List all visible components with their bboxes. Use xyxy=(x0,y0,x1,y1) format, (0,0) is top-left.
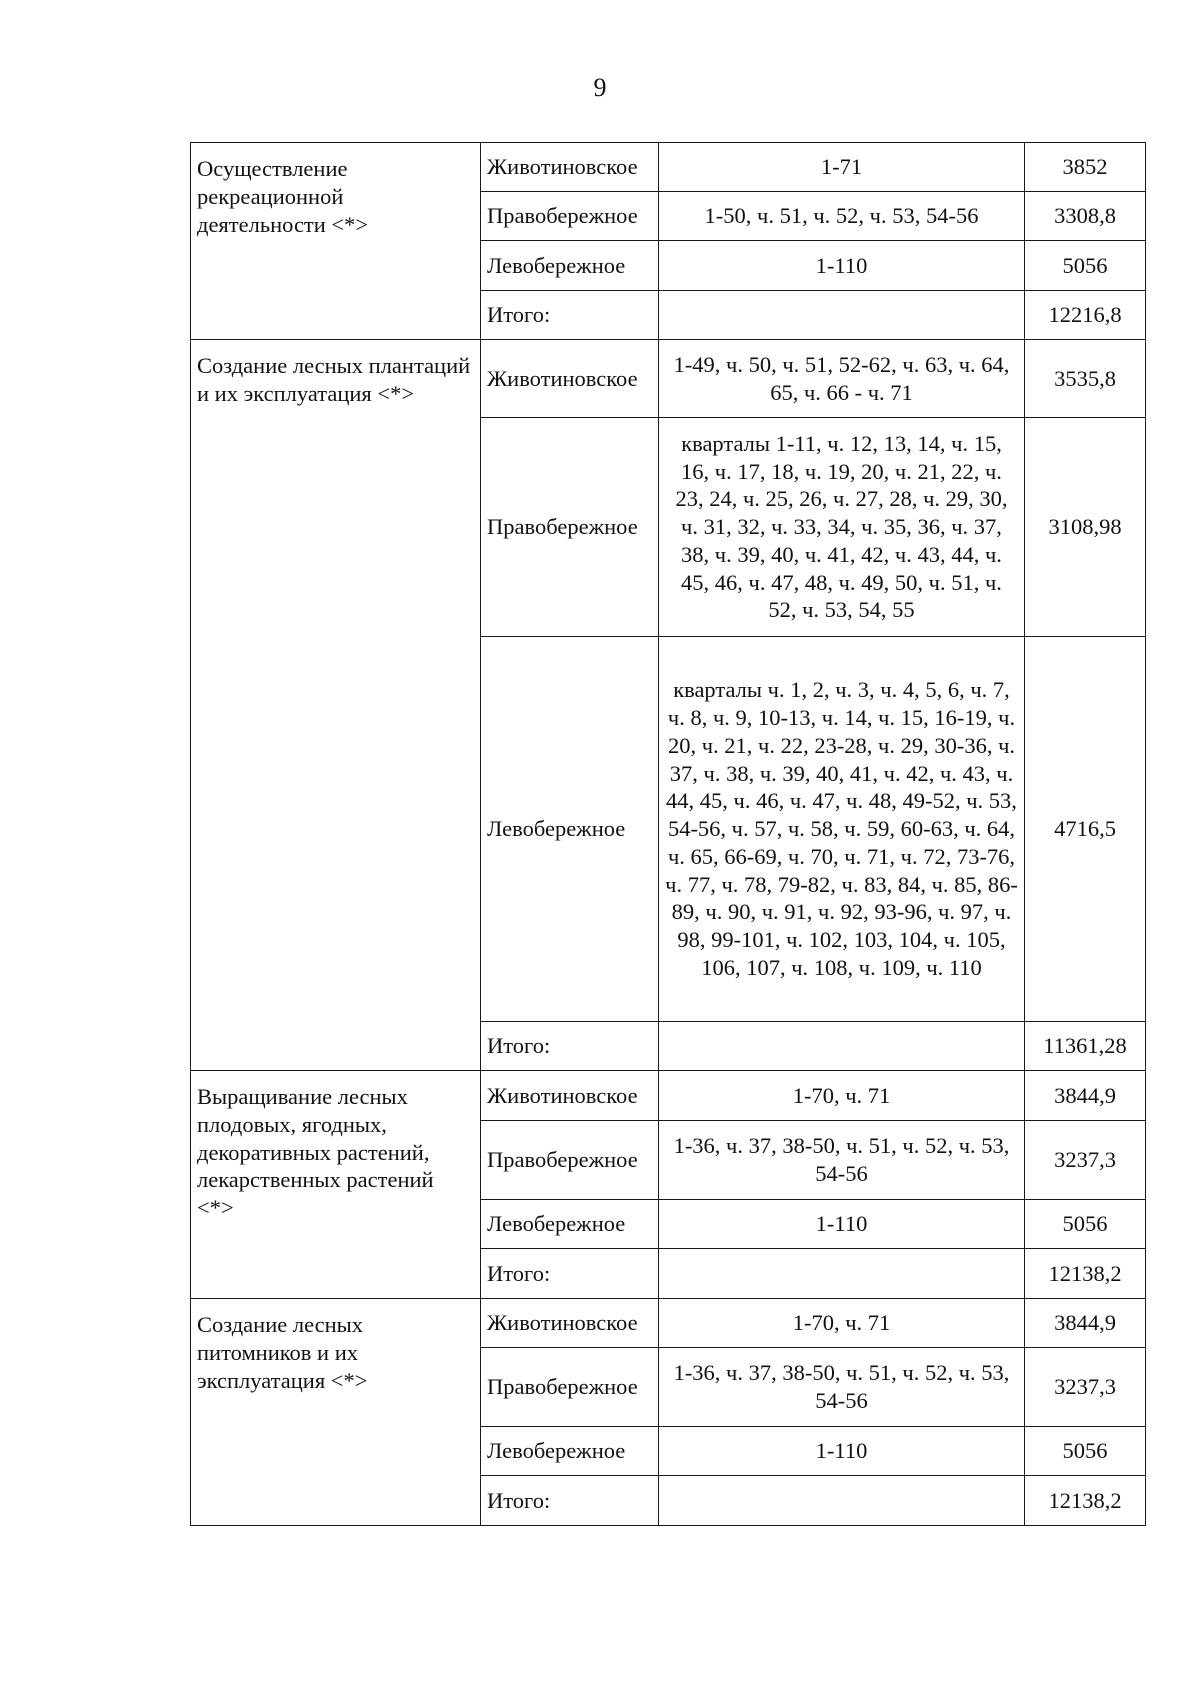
district-cell: Правобережное xyxy=(481,1348,659,1427)
activity-cell: Создание лесных плантаций и их эксплуатация <*> xyxy=(191,340,481,1071)
quarters-cell: 1-49, ч. 50, ч. 51, 52-62, ч. 63, ч. 64, 65, ч. 66 - ч. 71 xyxy=(659,340,1025,418)
district-cell: Правобережное xyxy=(481,418,659,637)
page-number: 9 xyxy=(593,73,607,102)
quarters-cell: 1-36, ч. 37, 38-50, ч. 51, ч. 52, ч. 53, 54-56 xyxy=(659,1348,1025,1427)
area-cell: 12138,2 xyxy=(1025,1249,1146,1299)
quarters-cell xyxy=(659,291,1025,340)
area-cell: 4716,5 xyxy=(1025,637,1146,1022)
area-cell: 3237,3 xyxy=(1025,1348,1146,1427)
area-cell: 5056 xyxy=(1025,1200,1146,1249)
table-row xyxy=(191,1299,1146,1348)
area-cell: 3535,8 xyxy=(1025,340,1146,418)
district-cell: Животиновское xyxy=(481,340,659,418)
quarters-cell: 1-110 xyxy=(659,241,1025,291)
activity-cell: Осуществление рекреационной деятельности <*> xyxy=(191,143,481,340)
quarters-cell xyxy=(659,1476,1025,1526)
forest-use-table xyxy=(190,142,1146,1526)
quarters-cell: 1-50, ч. 51, ч. 52, ч. 53, 54-56 xyxy=(659,192,1025,241)
district-cell: Левобережное xyxy=(481,241,659,291)
area-cell: 12138,2 xyxy=(1025,1476,1146,1526)
district-cell: Животиновское xyxy=(481,143,659,192)
quarters-cell: 1-70, ч. 71 xyxy=(659,1299,1025,1348)
quarters-cell: 1-70, ч. 71 xyxy=(659,1071,1025,1121)
activity-cell: Выращивание лесных плодовых, ягодных, декоративных растений, лекарственных растений <*> xyxy=(191,1071,481,1299)
quarters-cell xyxy=(659,1022,1025,1071)
quarters-cell xyxy=(659,1249,1025,1299)
area-cell: 3844,9 xyxy=(1025,1071,1146,1121)
district-cell: Животиновское xyxy=(481,1299,659,1348)
area-cell: 3108,98 xyxy=(1025,418,1146,637)
area-cell: 3844,9 xyxy=(1025,1299,1146,1348)
quarters-cell: 1-110 xyxy=(659,1200,1025,1249)
district-cell: Итого: xyxy=(481,1476,659,1526)
quarters-cell: кварталы 1-11, ч. 12, 13, 14, ч. 15, 16, ч. 17, 18, ч. 19, 20, ч. 21, 22, ч. 23, 24, ч. 25, 26, ч. 27, 28, ч. 29, 30, ч. 31, 32, ч. 33, 34, ч. 35, 36, ч. 37, 38, ч. 39, 40, ч. 41, 42, ч. 43, 44, ч. 45, 46, ч. 47, 48, ч. 49, 50, ч. 51, ч. 52, ч. 53, 54, 55 xyxy=(659,418,1025,637)
area-cell: 3237,3 xyxy=(1025,1121,1146,1200)
activity-cell: Создание лесных питомников и их эксплуатация <*> xyxy=(191,1299,481,1526)
district-cell: Итого: xyxy=(481,1249,659,1299)
quarters-cell: кварталы ч. 1, 2, ч. 3, ч. 4, 5, 6, ч. 7, ч. 8, ч. 9, 10-13, ч. 14, ч. 15, 16-19, ч. 20, ч. 21, ч. 22, 23-28, ч. 29, 30-36, ч. 37, ч. 38, ч. 39, 40, 41, ч. 42, ч. 43, ч. 44, 45, ч. 46, ч. 47, ч. 48, 49-52, ч. 53, 54-56, ч. 57, ч. 58, ч. 59, 60-63, ч. 64, ч. 65, 66-69, ч. 70, ч. 71, ч. 72, 73-76, ч. 77, ч. 78, 79-82, ч. 83, 84, ч. 85, 86-89, ч. 90, ч. 91, ч. 92, 93-96, ч. 97, ч. 98, 99-101, ч. 102, 103, 104, ч. 105, 106, 107, ч. 108, ч. 109, ч. 110 xyxy=(659,637,1025,1022)
area-cell: 5056 xyxy=(1025,1427,1146,1476)
district-cell: Левобережное xyxy=(481,637,659,1022)
area-cell: 5056 xyxy=(1025,241,1146,291)
district-cell: Итого: xyxy=(481,1022,659,1071)
district-cell: Правобережное xyxy=(481,1121,659,1200)
district-cell: Левобережное xyxy=(481,1427,659,1476)
area-cell: 3852 xyxy=(1025,143,1146,192)
district-cell: Левобережное xyxy=(481,1200,659,1249)
district-cell: Правобережное xyxy=(481,192,659,241)
quarters-cell: 1-36, ч. 37, 38-50, ч. 51, ч. 52, ч. 53, 54-56 xyxy=(659,1121,1025,1200)
table-row xyxy=(191,340,1146,418)
district-cell: Итого: xyxy=(481,291,659,340)
area-cell: 11361,28 xyxy=(1025,1022,1146,1071)
quarters-cell: 1-110 xyxy=(659,1427,1025,1476)
table-row xyxy=(191,1071,1146,1121)
district-cell: Животиновское xyxy=(481,1071,659,1121)
area-cell: 3308,8 xyxy=(1025,192,1146,241)
area-cell: 12216,8 xyxy=(1025,291,1146,340)
quarters-cell: 1-71 xyxy=(659,143,1025,192)
table-row xyxy=(191,143,1146,192)
